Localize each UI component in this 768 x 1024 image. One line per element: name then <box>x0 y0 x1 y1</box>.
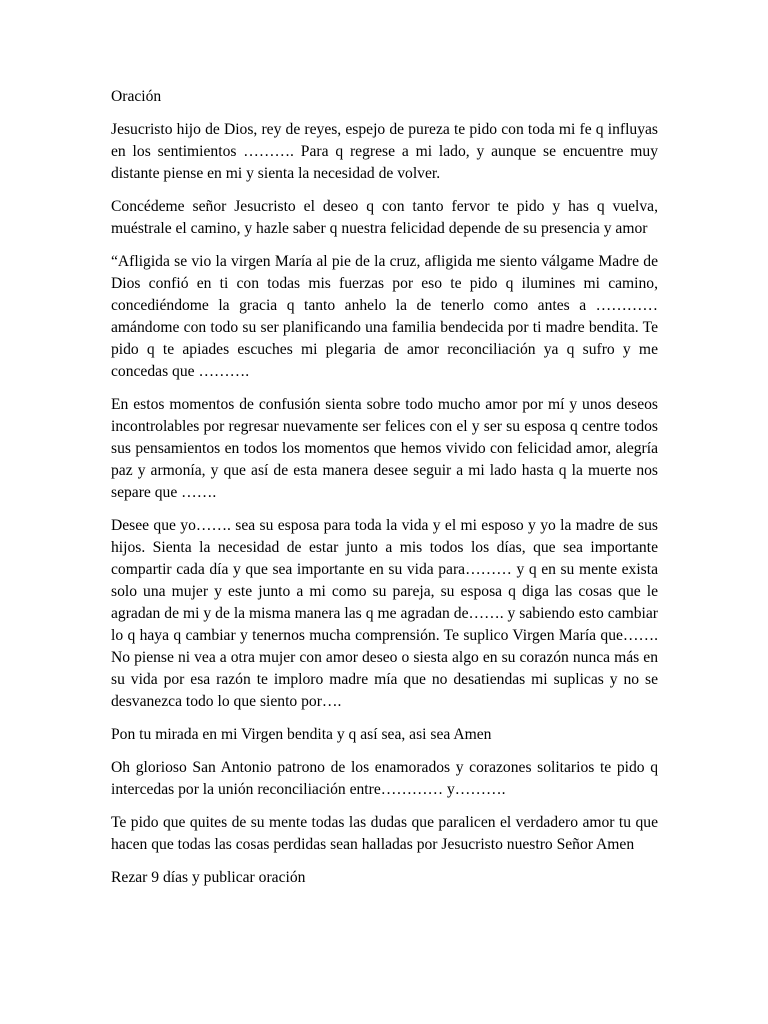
paragraph-8: Te pido que quites de su mente todas las dudas que paralicen el verdadero amor tu que hacen que todas las cosas perdidas sean halladas por Jesucristo nuestro Señor Amen <box>111 814 658 853</box>
paragraph-9: Rezar 9 días y publicar oración <box>111 869 306 886</box>
paragraph-5: Desee que yo……. sea su esposa para toda la vida y el mi esposo y yo la madre de sus hijos. Sienta la necesidad de estar junto a mis todos los días, que sea importante compartir cada día y que sea importante en su vida para……… y q en su mente exista solo una mujer y este junto a mi como su pareja, su esposa q diga las cosas que le agradan de mi y de la misma manera las q me agradan de……. y sabiendo esto cambiar lo q haya q cambiar y tenernos mucha comprensión. Te suplico Virgen María que……. No piense ni vea a otra mujer con amor deseo o siesta algo en su corazón nunca más en su vida por esa razón te imploro madre mía que no desatiendas mi suplicas y no se desvanezca todo lo que siento por…. <box>111 517 658 710</box>
document-body <box>111 86 658 900</box>
document-title: Oración <box>111 88 162 105</box>
paragraph-4: En estos momentos de confusión sienta sobre todo mucho amor por mí y unos deseos incontrolables por regresar nuevamente ser felices con el y ser su esposa q centre todos sus pensamientos en todos los momentos que hemos vivido con felicidad amor, alegría paz y armonía, y que así de esta manera desee seguir a mi lado hasta q la muerte nos separe que ……. <box>111 396 658 501</box>
paragraph-2: Concédeme señor Jesucristo el deseo q con tanto fervor te pido y has q vuelva, muéstrale el camino, y hazle saber q nuestra felicidad depende de su presencia y amor <box>111 198 658 237</box>
paragraph-7: Oh glorioso San Antonio patrono de los enamorados y corazones solitarios te pido q intercedas por la unión reconciliación entre………… y………. <box>111 759 658 798</box>
paragraph-6: Pon tu mirada en mi Virgen bendita y q así sea, asi sea Amen <box>111 726 492 743</box>
paragraph-1: Jesucristo hijo de Dios, rey de reyes, espejo de pureza te pido con toda mi fe q influyas en los sentimientos ………. Para q regrese a mi lado, y aunque se encuentre muy distante piense en mi y sienta la necesidad de volver. <box>111 121 658 182</box>
paragraph-3: “Afligida se vio la virgen María al pie de la cruz, afligida me siento válgame Madre de Dios confió en ti con todas mis fuerzas por eso te pido q ilumines mi camino, concediéndome la gracia q tanto anhelo la de tenerlo como antes a ………… amándome con todo su ser planificando una familia bendecida por ti madre bendita. Te pido q te apiades escuches mi plegaria de amor reconciliación ya q sufro y me concedas que ………. <box>111 253 658 380</box>
